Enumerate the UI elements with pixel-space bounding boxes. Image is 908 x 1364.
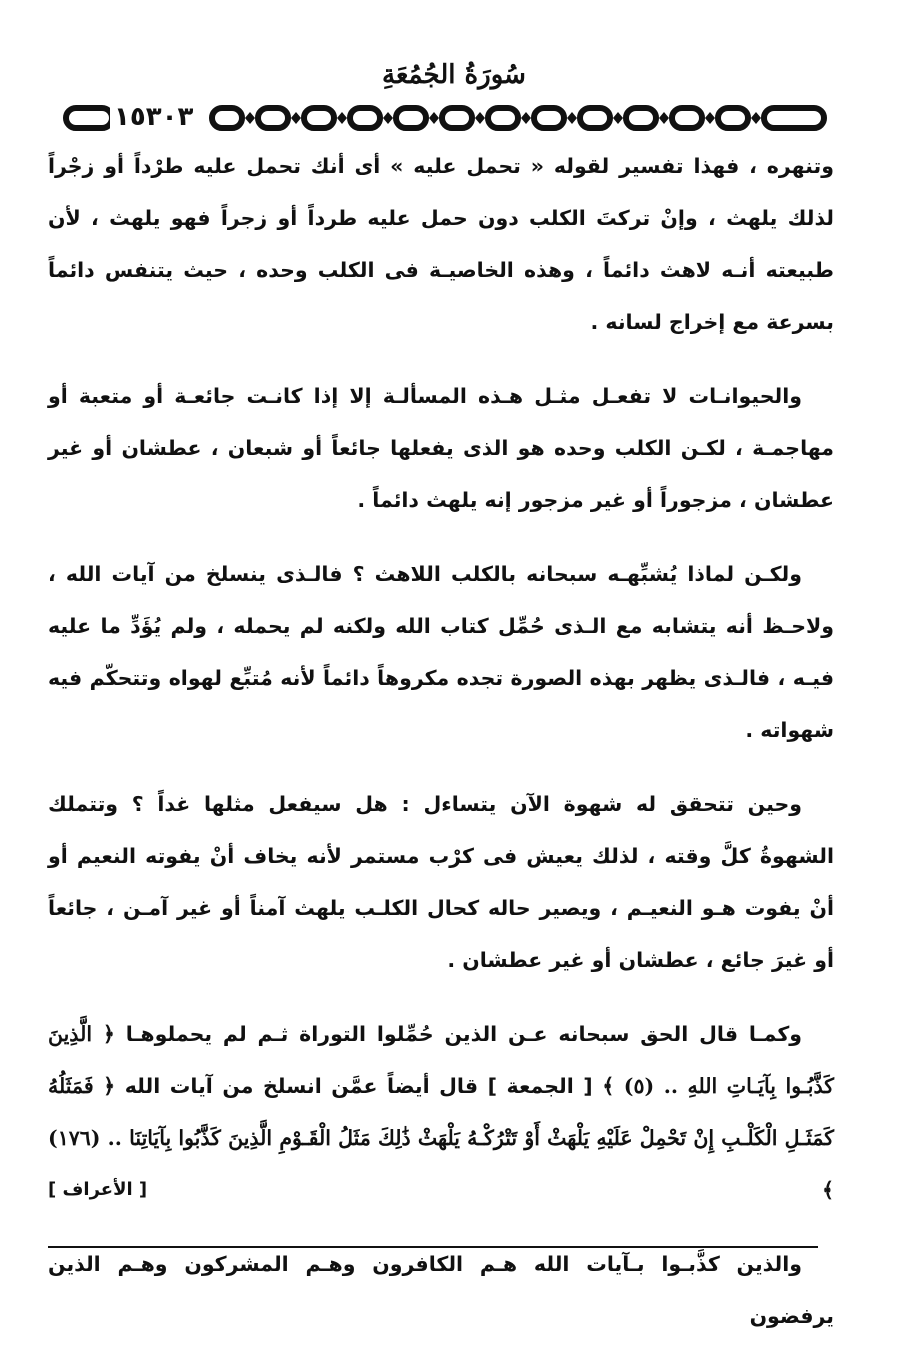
paragraph-1: وتنهره ، فهذا تفسير لقوله « تحمل عليه » أى أنك تحمل عليه طرْداً أو زجْراً لذلك يلهث ، وإنْ تركتَ الكلب دون حمل عليه طرداً أو زجراً فهو يلهث ، لأن طبيعته أنـه لاهث دائماً ، وهذه الخاصيـة فى الكلب وحده ، حيث يتنفس دائماً بسرعة مع إخراج لسانه .	[48, 154, 834, 334]
closing-line: والذين كذَّبـوا بـآيات الله هـم الكافرون وهـم المشركون وهـم الذين يرفضون	[48, 1252, 834, 1328]
paragraph-3: ولكـن لماذا يُشبِّهـه سبحانه بالكلب اللاهث ؟ فالـذى ينسلخ من آيات الله ، ولاحـظ أنه يتشابه مع الـذى حُمِّل كتاب الله ولكنه لم يحمله ، ولم يُؤَدِّ ما عليه فيـه ، فالـذى يظهر بهذه الصورة تجده مكروهاً دائماً لأنه مُتبِّع لهواه وتتحكّم فيه شهواته .	[48, 562, 834, 742]
body-text	[48, 140, 834, 1364]
paragraph-2: والحيوانـات لا تفعـل مثـل هـذه المسألـة إلا إذا كانـت جائعـة أو متعبة أو مهاجمـة ، لكـن الكلب وحده هو الذى يفعلها جائعاً أو شبعان ، عطشان أو غير عطشان ، مزجوراً أو غير مزجور إنه يلهث دائماً .	[48, 384, 834, 512]
quran-verse-2: ﴿ فَمَثَلُهُ كَمَثَـلِ الْكَلْـبِ إِنْ تَحْمِلْ عَلَيْهِ يَلْهَثْ أَوْ تَتْرُكْـهُ يَلْهَثْ ذَٰلِكَ مَثَلُ الْقَـوْمِ الَّذِينَ كَذَّبُوا بِآيَاتِنَا .. (١٧٦) ﴾	[48, 1074, 834, 1202]
footer-rule	[48, 1246, 818, 1248]
paragraph-4: وحين تتحقق له شهوة الآن يتساءل : هل سيفعل مثلها غداً ؟ وتتملك الشهوةُ كلَّ وقته ، لذلك يعيش فى كرْب مستمر لأنه يخاف أنْ يفوته النعيم أو أنْ يفوت هـو النعيـم ، ويصير حاله كحال الكلـب يلهث آمناً أو غير آمـن ، جائعاً أو غيرَ جائع ، عطشان أو غير عطشان .	[48, 792, 834, 972]
surah-title: سُورَةُ الجُمُعَةِ	[382, 60, 526, 90]
page-number: ١٥٣٠٣	[110, 102, 197, 132]
quran-verse-1: ﴿ الَّذِينَ كَذَّبُـوا بِآيَـاتِ اللهِ .. (٥) ﴾	[48, 1022, 835, 1098]
surah-reference-2: [ الأعراف ]	[48, 1179, 148, 1200]
citation-intro: وكمـا قال الحق سبحانه عـن الذين حُمِّلوا التوراة ثـم لم يحملوهـا	[125, 1022, 802, 1046]
citation-middle: قال أيضاً عمَّن انسلخ من آيات الله	[124, 1074, 479, 1098]
quran-citation-paragraph	[48, 1008, 834, 1216]
surah-reference-1: [ الجمعة ]	[487, 1074, 593, 1098]
